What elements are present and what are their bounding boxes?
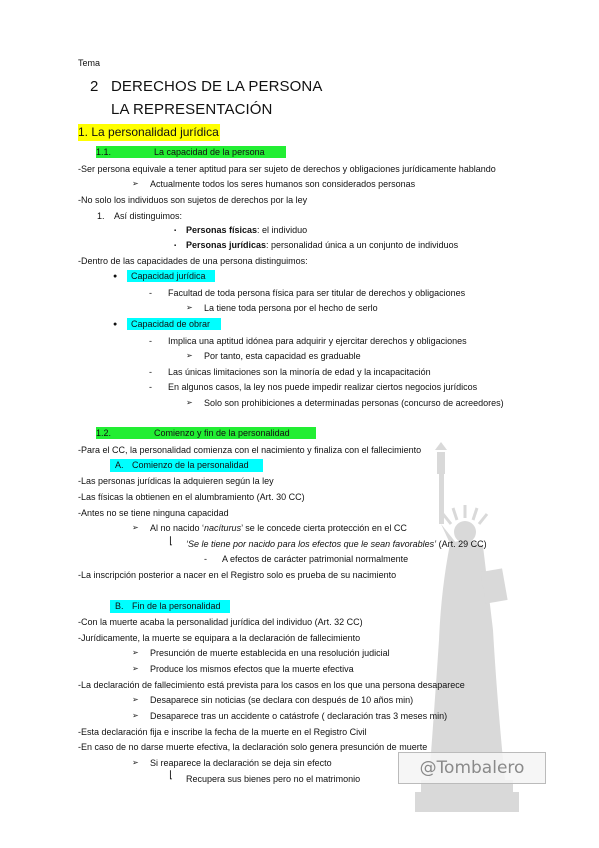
chapter-number: 2 <box>90 78 99 95</box>
text-line: -Con la muerte acaba la personalidad jurídica del individuo (Art. 32 CC) <box>78 617 363 627</box>
text-line: Presunción de muerte establecida en una resolución judicial <box>150 648 390 658</box>
corner-marker-icon: ⌊ <box>169 536 173 547</box>
text-line: Por tanto, esta capacidad es graduable <box>204 351 361 361</box>
square-bullet-icon: ▪ <box>174 228 177 234</box>
text-line: Si reaparece la declaración se deja sin efecto <box>150 758 332 768</box>
text-line: La tiene toda persona por el hecho de serlo <box>204 303 378 313</box>
text-fragment: Al no nacido ‘ <box>150 523 205 533</box>
text-line: En algunos casos, la ley nos puede impedir realizar ciertos negocios jurídicos <box>168 382 478 392</box>
dot-bullet-icon: ● <box>113 273 118 280</box>
capacidad-obrar-label: Capacidad de obrar <box>131 319 211 329</box>
subsection-1-1-label: La capacidad de la persona <box>154 147 265 157</box>
text-line: Solo son prohibiciones a determinadas personas (concurso de acreedores) <box>204 398 504 408</box>
dash-marker: - <box>149 382 152 392</box>
subsection-1-1 <box>96 146 286 158</box>
text-line: -En caso de no darse muerte efectiva, la declaración solo genera presunción de muerte <box>78 742 428 752</box>
list-item-personas-fisicas <box>186 224 307 236</box>
text-line: -La declaración de fallecimiento está prevista para los casos en los que una persona desaparece <box>78 680 465 690</box>
arrow-bullet-icon: ➢ <box>132 758 139 767</box>
list-item-personas-juridicas <box>186 239 458 251</box>
highlight-capacidad-obrar <box>127 318 221 330</box>
comienzo-label: Comienzo de la personalidad <box>132 460 249 470</box>
text-line: -Antes no se tiene ninguna capacidad <box>78 508 229 518</box>
text-line: Desaparece sin noticias (se declara con después de 10 años min) <box>150 695 414 705</box>
dot-bullet-icon: ● <box>113 321 118 328</box>
fin-letter: B. <box>115 601 124 611</box>
subsection-1-2-number: 1.2. <box>96 428 112 438</box>
text-line: -Las físicas la obtienen en el alumbramiento (Art. 30 CC) <box>78 492 305 502</box>
arrow-bullet-icon: ➢ <box>186 398 193 407</box>
text-line-art29 <box>186 538 487 550</box>
text-line: -Jurídicamente, la muerte se equipara a la declaración de fallecimiento <box>78 633 361 643</box>
text-line: -Ser persona equivale a tener aptitud para ser sujeto de derechos y obligaciones jurídicamente hablando <box>78 164 496 174</box>
fin-label: Fin de la personalidad <box>132 601 221 611</box>
text-line: Así distinguimos: <box>114 211 183 221</box>
arrow-bullet-icon: ➢ <box>132 711 139 720</box>
text-line: -Esta declaración fija e inscribe la fecha de la muerte en el Registro Civil <box>78 727 367 737</box>
chapter-title-line2: LA REPRESENTACIÓN <box>111 101 273 118</box>
arrow-bullet-icon: ➢ <box>186 351 193 360</box>
text-line: Recupera sus bienes pero no el matrimonio <box>186 774 361 784</box>
subsection-1-2 <box>96 427 316 439</box>
text-line: Implica una aptitud idónea para adquirir y ejercitar derechos y obligaciones <box>168 336 467 346</box>
text-line: Las únicas limitaciones son la minoría de edad y la incapacitación <box>168 367 431 377</box>
comienzo-letter: A. <box>115 460 124 470</box>
numbered-marker: 1. <box>97 211 105 221</box>
dash-marker: - <box>149 288 152 298</box>
arrow-bullet-icon: ➢ <box>186 303 193 312</box>
text-line: Desaparece tras un accidente o catástrofe ( declaración tras 3 meses min) <box>150 711 448 721</box>
text-line: -Las personas jurídicas la adquieren según la ley <box>78 476 274 486</box>
highlight-comienzo <box>110 459 263 472</box>
tema-label: Tema <box>78 58 101 68</box>
term-definition: : personalidad única a un conjunto de individuos <box>266 240 459 250</box>
capacidad-juridica-label: Capacidad jurídica <box>131 271 206 281</box>
text-line-nasciturus <box>150 522 407 534</box>
text-fragment: ’ se le concede cierta protección en el CC <box>241 523 407 533</box>
dash-marker: - <box>204 554 207 564</box>
corner-marker-icon: ⌊ <box>169 770 173 781</box>
text-line: -Para el CC, la personalidad comienza con el nacimiento y finaliza con el fallecimiento <box>78 445 422 455</box>
quote-italic: ‘Se le tiene por nacido para los efectos que le sean favorables’ <box>186 539 437 549</box>
highlight-fin <box>110 600 230 613</box>
term-bold: Personas físicas <box>186 225 258 235</box>
chapter-title-line1: DERECHOS DE LA PERSONA <box>111 78 323 95</box>
latin-term: nacíturus <box>204 523 242 533</box>
watermark-badge: @Tombalero <box>398 752 546 784</box>
arrow-bullet-icon: ➢ <box>132 664 139 673</box>
text-line: -No solo los individuos son sujetos de derechos por la ley <box>78 195 308 205</box>
text-line: Actualmente todos los seres humanos son considerados personas <box>150 179 416 189</box>
text-line: Facultad de toda persona física para ser titular de derechos y obligaciones <box>168 288 466 298</box>
arrow-bullet-icon: ➢ <box>132 179 139 188</box>
square-bullet-icon: ▪ <box>174 243 177 249</box>
subsection-1-2-label: Comienzo y fin de la personalidad <box>154 428 290 438</box>
highlight-capacidad-juridica <box>127 270 215 282</box>
text-line: Produce los mismos efectos que la muerte efectiva <box>150 664 354 674</box>
subsection-1-1-number: 1.1. <box>96 147 112 157</box>
arrow-bullet-icon: ➢ <box>132 695 139 704</box>
arrow-bullet-icon: ➢ <box>132 648 139 657</box>
dash-marker: - <box>149 336 152 346</box>
article-ref: (Art. 29 CC) <box>436 539 487 549</box>
text-line: -La inscripción posterior a nacer en el Registro solo es prueba de su nacimiento <box>78 570 397 580</box>
arrow-bullet-icon: ➢ <box>132 523 139 532</box>
dash-marker: - <box>149 367 152 377</box>
section-heading-personalidad: 1. La personalidad jurídica <box>78 125 219 139</box>
text-line: -Dentro de las capacidades de una persona distinguimos: <box>78 256 308 266</box>
text-line: A efectos de carácter patrimonial normalmente <box>222 554 409 564</box>
term-definition: : el individuo <box>257 225 308 235</box>
term-bold: Personas jurídicas <box>186 240 267 250</box>
